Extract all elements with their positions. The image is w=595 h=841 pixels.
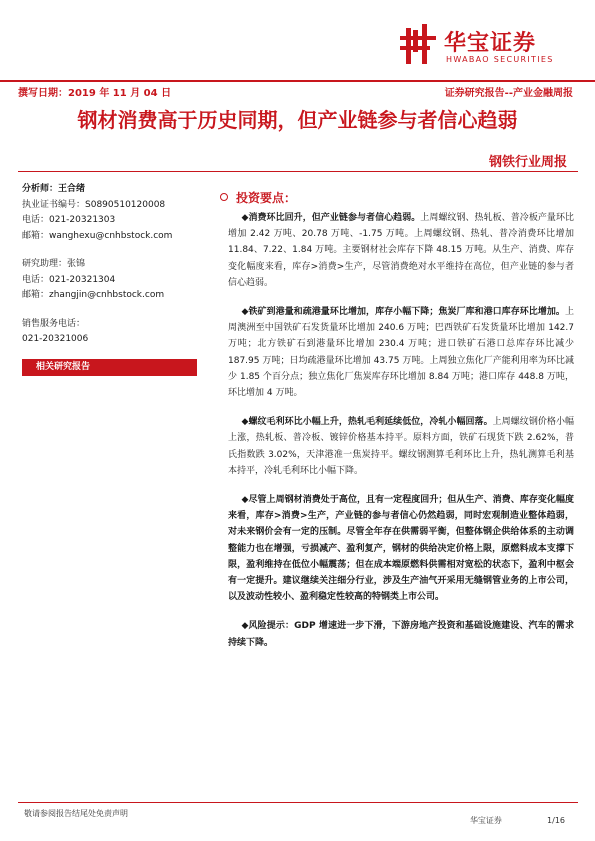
header-divider — [0, 80, 595, 82]
paragraph-lead: ◆消费环比回升，但产业链参与者信心趋弱。 — [241, 213, 421, 223]
paragraph-margin — [228, 414, 574, 479]
paragraph-lead: ◆铁矿到港量和疏港量环比增加，库存小幅下降；焦炭厂库和港口库存环比增加。 — [241, 307, 565, 318]
analyst-phone: 电话：021-20321303 — [22, 215, 116, 225]
footer-divider — [18, 802, 578, 803]
analyst-sidebar — [22, 182, 202, 348]
report-title: 钢材消费高于历史同期，但产业链参与者信心趋弱 — [77, 108, 518, 132]
hwabao-logo-icon — [400, 22, 440, 66]
paragraph-risk — [228, 618, 574, 650]
invest-heading: 投资要点： — [236, 191, 297, 205]
footer-company: 华宝证券 — [469, 816, 502, 825]
logo-cn-text: 华宝证券 — [444, 31, 537, 56]
analyst-email[interactable]: 邮箱：wanghexu@cnhbstock.com — [22, 230, 173, 241]
report-date: 撰写日期：2019 年 11 月 04 日 — [18, 88, 172, 99]
page-number: 1/16 — [547, 816, 565, 825]
company-logo — [400, 22, 575, 68]
paragraph-lead: ◆尽管上周钢材消费处于高位，且有一定程度回升；但从生产、消费、库存变化幅度来看，库存>消费>生产，产业链的参与者信心仍然趋弱，同时宏观制造业整体趋弱，对未来钢价会有一定的压制。尽管全年存在供需弱平衡，但整体钢企供给体系的主动调整能力也在增强，亏损减产、盈利复产，钢材的供给决定价格上限，原燃料成本支撑下限，盈利维持在低位小幅震荡；但在成本端原燃料供需相对宽松的状态下，盈利中枢会有一定提升。建议继续关注细分行业，涉及生产油气开采用无缝钢管业务的上市公司，以及波动性较小、盈利稳定性较高的特钢类上市公司。 — [228, 495, 574, 603]
paragraph-body: 上周螺纹钢、热轧板、普冷板产量环比增加 2.42 万吨、20.78 万吨、-1.75 万吨。上周螺纹钢、热轧、普冷消费环比增加 11.84、7.22、1.84 万吨。主要钢材社会库存下降 48.15 万吨。从生产、消费、库存变化幅度来看，库存>消费>生产，尽管消费绝对水平维持在高位，但产业链的参与者信心趋弱。 — [228, 213, 574, 288]
analyst-cert: 执业证书编号：S0890510120008 — [22, 199, 166, 210]
footer-info — [470, 815, 565, 826]
invest-content — [228, 210, 574, 664]
report-type: 证券研究报告--产业金融周报 — [444, 88, 573, 99]
paragraph-body: 上周螺纹钢价格小幅上涨，热轧板、普冷板、镀锌价格基本持平。原料方面，铁矿石现货下跌 2.62%，普氏指数跌 3.02%，天津港准一焦炭持平。螺纹钢测算毛利环比上升，热轧测算毛利基本持平，冷轧毛利环比小幅下降。 — [228, 417, 574, 476]
logo-en-text: HWABAO SECURITIES — [446, 55, 554, 64]
bullet-circle-icon — [220, 193, 228, 201]
paragraph-outlook — [228, 492, 574, 605]
paragraph-body: 上周澳洲至中国铁矿石发货量环比增加 240.6 万吨；巴西铁矿石发货量环比增加 142.7 万吨；北方铁矿石到港量环比增加 230.4 万吨；进口铁矿石港口总库存环比减少 187.95 万吨；日均疏港量环比增加 43.75 万吨。上周独立焦化厂产能利用率为环比减少 1.85 个百分点；独立焦化厂焦炭库存环比增加 8.84 万吨；港口库存 448.8 万吨，环比增加 4 万吨。 — [228, 307, 574, 399]
assistant-name: 研究助理：张锦 — [22, 259, 86, 269]
title-divider — [18, 171, 578, 172]
disclaimer-note: 敬请参阅报告结尾处免责声明 — [24, 809, 128, 818]
paragraph-ore — [228, 304, 574, 401]
related-reports-header: 相关研究报告 — [22, 359, 197, 376]
assistant-phone: 电话：021-20321304 — [22, 274, 116, 285]
assistant-email[interactable]: 邮箱：zhangjin@cnhbstock.com — [22, 290, 165, 300]
analyst-name: 分析师：王合绪 — [22, 184, 86, 194]
report-subtitle: 钢铁行业周报 — [488, 155, 567, 170]
paragraph-lead: ◆螺纹毛利环比小幅上升，热轧毛利延续低位，冷轧小幅回落。 — [241, 417, 493, 428]
sales-phone: 021-20321006 — [22, 334, 89, 344]
paragraph-lead: ◆风险提示：GDP 增速进一步下滑，下游房地产投资和基础设施建设、汽车的需求持续下降。 — [228, 621, 574, 648]
paragraph-consumption — [228, 210, 574, 291]
sales-label: 销售服务电话： — [22, 318, 86, 329]
